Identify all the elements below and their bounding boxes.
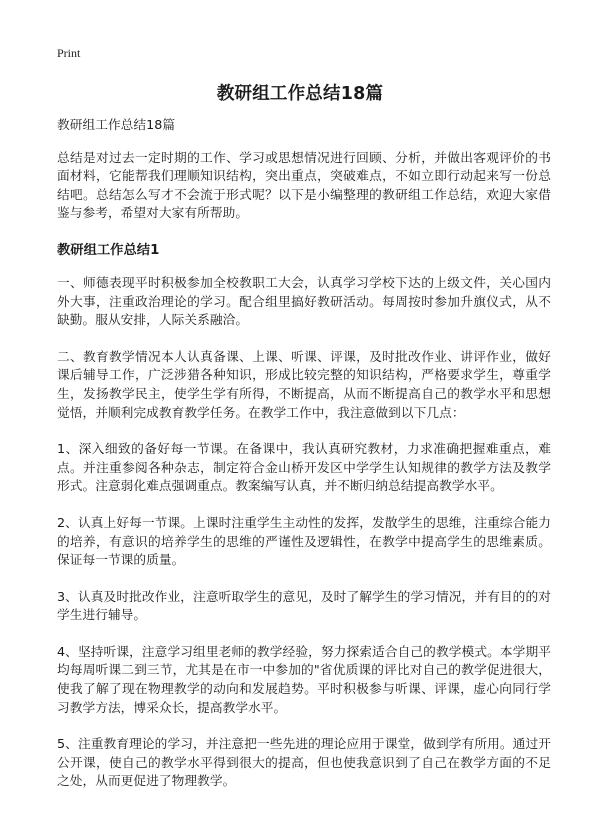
article-subtitle: 教研组工作总结18篇 [57,117,176,132]
section-heading: 教研组工作总结1 [57,242,160,258]
paragraph-point-1: 1、深入细致的备好每一节课。在备课中，我认真研究教材，力求准确把握难重点，难点。并注重参阅各种杂志，制定符合金山桥开发区中学学生认知规律的教学方法及教学形式。注意弱化难点强调重点。教案编写认真，并不断归纳总结提高教学水平。 [57,441,551,494]
intro-paragraph: 总结是对过去一定时期的工作、学习或思想情况进行回顾、分析，并做出客观评价的书面材料，它能帮我们理顺知识结构，突出重点，突破难点，不如立即行动起来写一份总结吧。总结怎么写才不会流于形式呢？以下是小编整理的教研组工作总结，欢迎大家借鉴与参考，希望对大家有所帮助。 [57,149,551,221]
print-link[interactable]: Print [57,46,81,60]
paragraph-teaching: 二、教育教学情况本人认真备课、上课、听课、评课，及时批改作业、讲评作业，做好课后辅导工作，广泛涉猎各种知识，形成比较完整的知识结构，严格要求学生，尊重学生，发扬教学民主，使学生学有所得，不断提高，从而不断提高自己的教学水平和思想觉悟，并顺利完成教育教学任务。在教学工作中，我注意做到以下几点： [57,348,551,420]
article-body [57,116,551,809]
paragraph-point-4: 4、坚持听课，注意学习组里老师的教学经验，努力探索适合自己的教学模式。本学期平均每周听课二到三节，尤其是在市一中参加的"省优质课的评比对自己的教学促进很大，使我了解了现在物理教学的动向和发展趋势。平时积极参与听课、评课，虚心向同行学习教学方法，博采众长，提高教学水平。 [57,643,551,715]
page-title: 教研组工作总结18篇 [216,84,384,104]
paragraph-point-5: 5、注重教育理论的学习，并注意把一些先进的理论应用于课堂，做到学有所用。通过开公开课，使自己的教学水平得到很大的提高，但也使我意识到了自己在教学方面的不足之处，从而更促进了物理教学。 [57,736,551,789]
paragraph-ethics: 一、师德表现平时积极参加全校教职工大会，认真学习学校下达的上级文件，关心国内外大事，注重政治理论的学习。配合组里搞好教研活动。每周按时参加升旗仪式，从不缺勤。服从安排，人际关系融洽。 [57,274,551,328]
paragraph-point-2: 2、认真上好每一节课。上课时注重学生主动性的发挥，发散学生的思维，注重综合能力的培养，有意识的培养学生的思维的严谨性及逻辑性，在教学中提高学生的思维素质。保证每一节课的质量。 [57,514,551,568]
paragraph-point-3: 3、认真及时批改作业，注意听取学生的意见，及时了解学生的学习情况，并有目的的对学生进行辅导。 [57,588,551,623]
